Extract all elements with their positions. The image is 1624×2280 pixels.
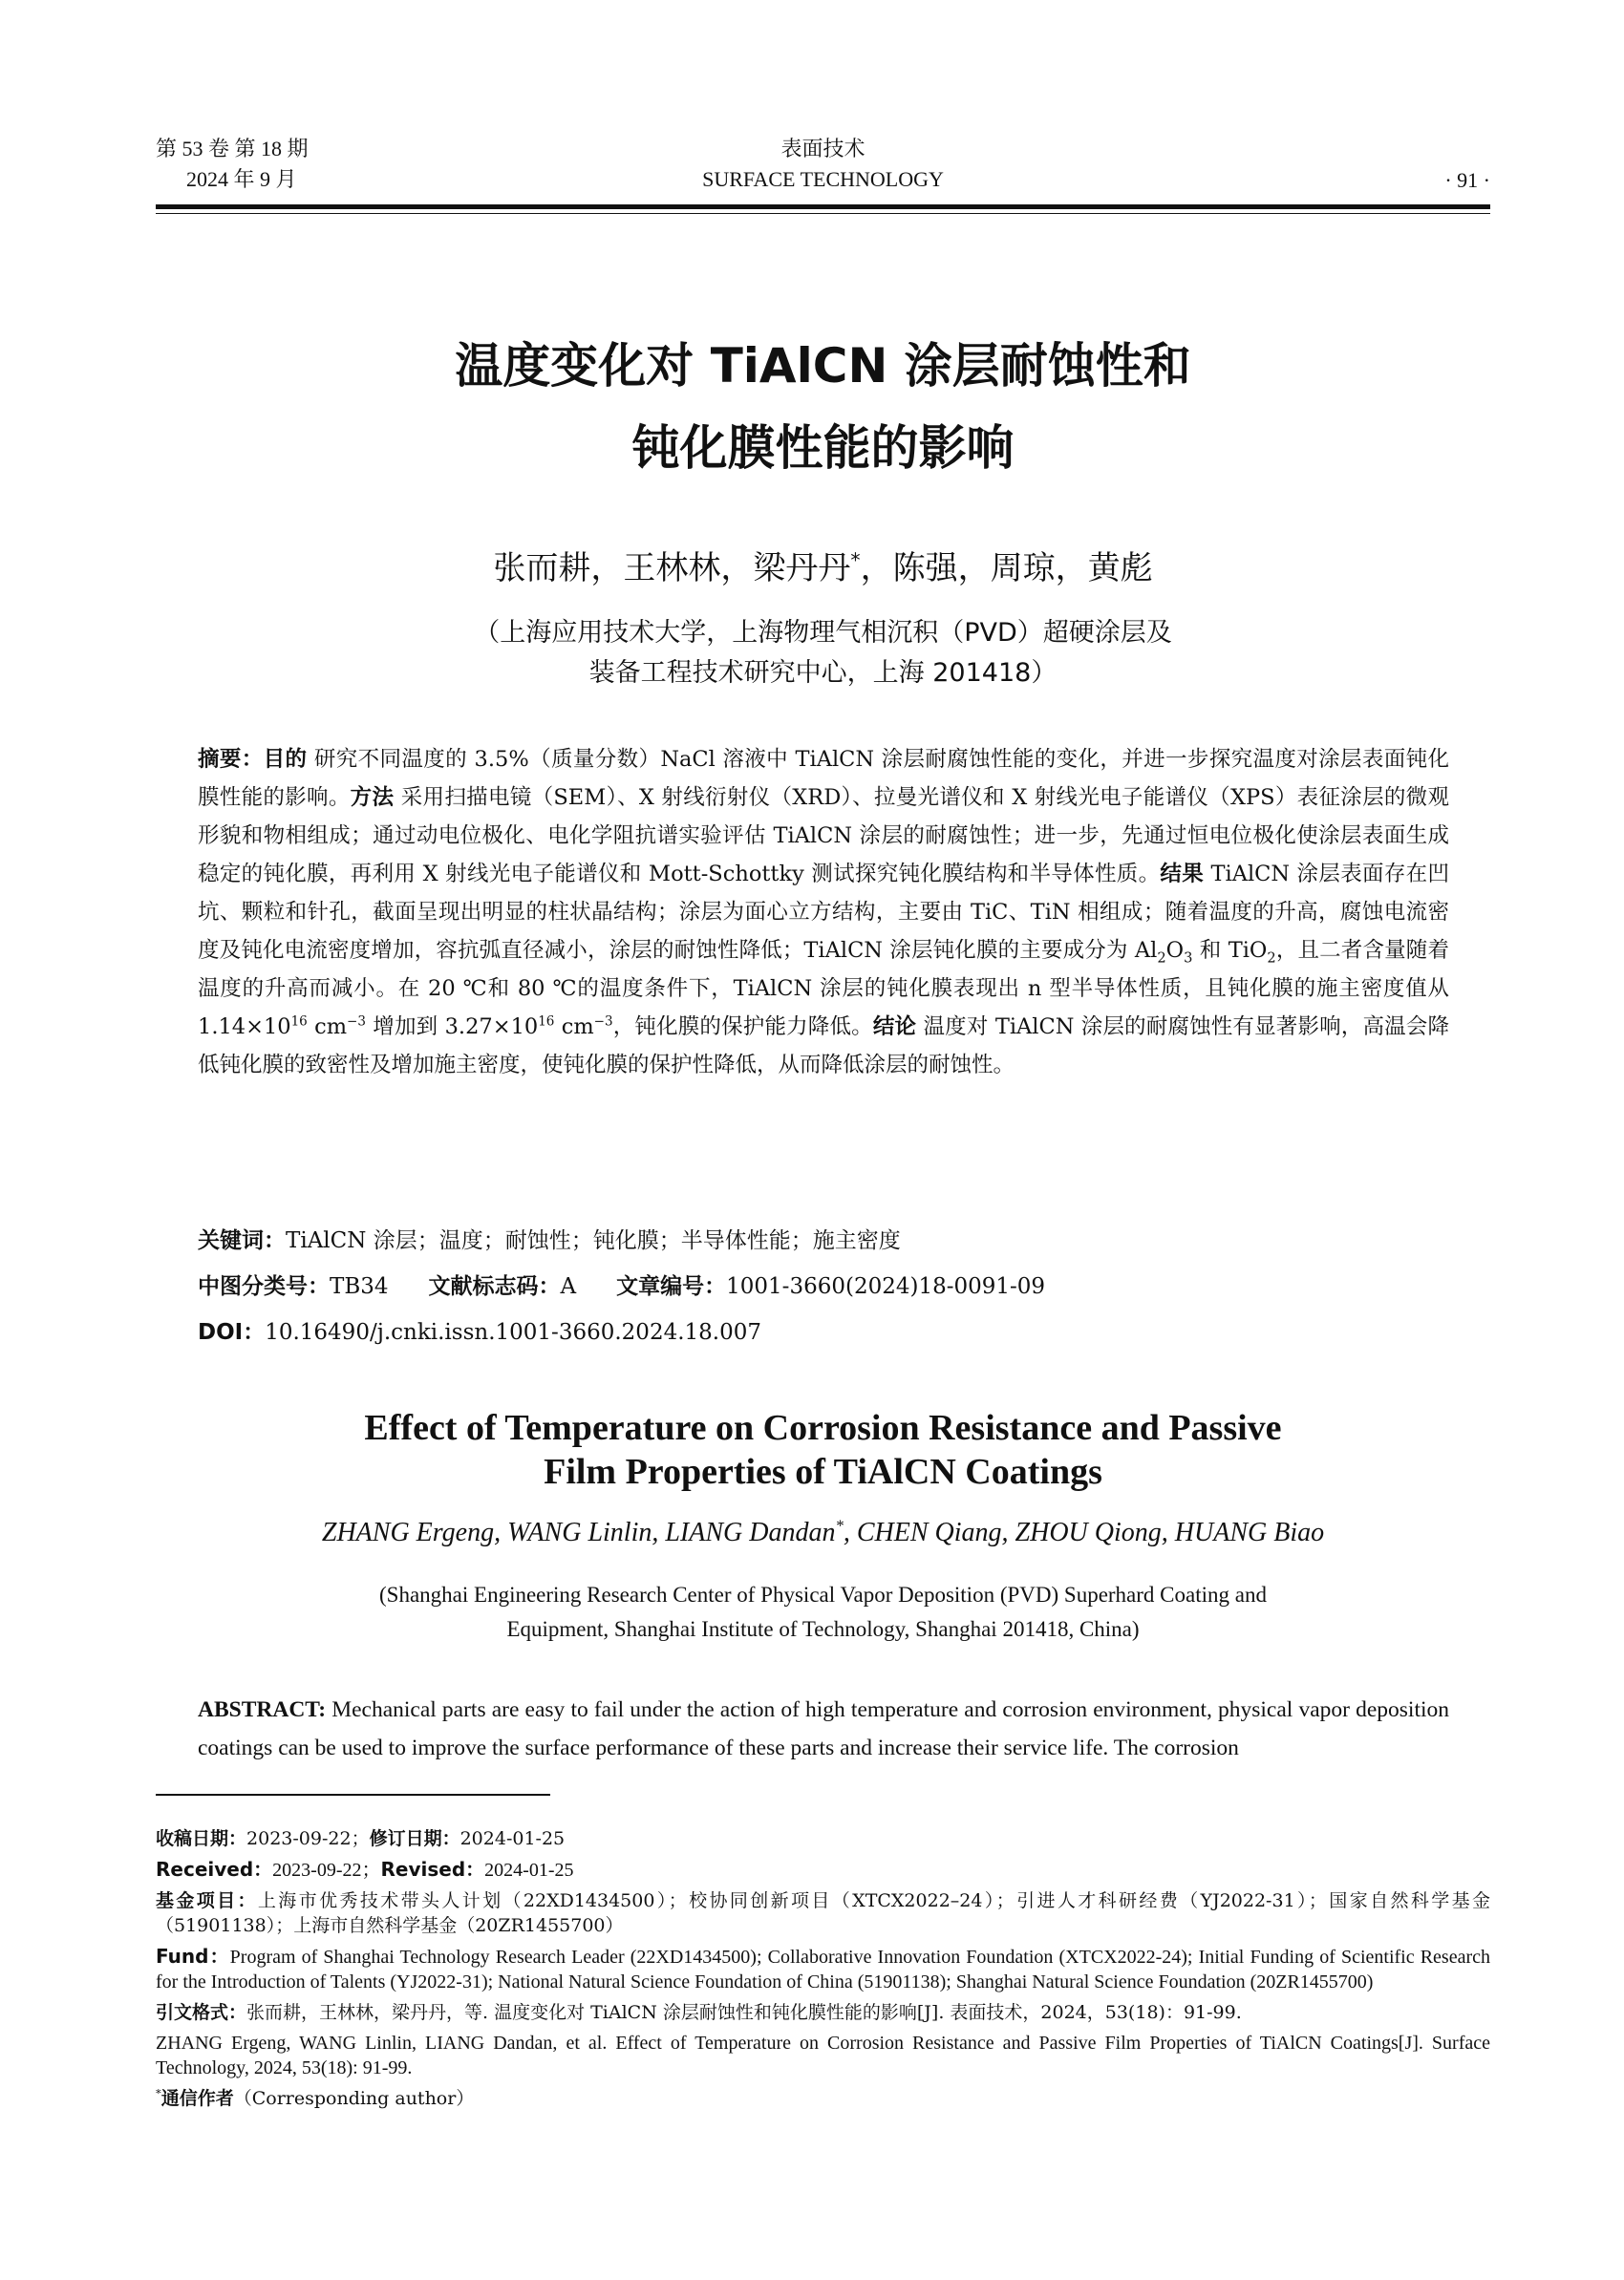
citation-en: ZHANG Ergeng, WANG Linlin, LIANG Dandan, et al. Effect of Temperature on Corrosion Resistance and Passive Film Properties of TiAlCN Coatings[J]. Surface Technology, 2024, 53(18): 91-99. (156, 2033, 1490, 2078)
authors-en-part-1: ZHANG Ergeng, WANG Linlin, LIANG Dandan (321, 1518, 836, 1547)
results-text-3: ，且二者含量随着温度的升高而减小。在 20 ℃和 80 ℃的温度条件下，TiAlCN 涂层的钝化膜表现出 n 型半导体性质，且钝化膜的施主密度值从 1.14×10 (198, 938, 1449, 1039)
authors-cn-part-2: ，陈强，周琼，黄彪 (860, 549, 1153, 587)
results-text-2: 和 TiO (1192, 938, 1268, 963)
affiliation-en (156, 1578, 1490, 1647)
subscript: 2 (1267, 949, 1276, 967)
keywords-cn (198, 1223, 1449, 1259)
authors-en (156, 1517, 1490, 1549)
abstract-label: 摘要： (198, 747, 264, 772)
objective-label: 目的 (263, 747, 308, 772)
received-en: Received：2023-09-22；Revised：2024-01-25 (156, 1858, 574, 1881)
subscript: 2 (1157, 949, 1166, 967)
title-cn-line-2: 钝化膜性能的影响 (631, 420, 1015, 476)
journal-name (156, 134, 1490, 195)
unit: cm (554, 1014, 594, 1039)
methods-label: 方法 (350, 785, 395, 810)
affiliation-cn-line-2: 装备工程技术研究中心，上海 201418） (588, 658, 1058, 688)
doc-code-value: A (560, 1274, 577, 1299)
volume-issue: 第 53 卷 第 18 期 (156, 137, 309, 160)
authors-cn-part-1: 张而耕，王林林，梁丹丹 (493, 549, 851, 587)
title-cn-line-1: 温度变化对 TiAlCN 涂层耐蚀性和 (455, 338, 1191, 394)
affiliation-cn-line-1: （上海应用技术大学，上海物理气相沉积（PVD）超硬涂层及 (474, 618, 1172, 648)
footnotes (156, 1826, 1490, 2117)
article-number-value: 1001-3660(2024)18-0091-09 (726, 1274, 1046, 1299)
conclusion-text: 温度对 TiAlCN 涂层的耐腐蚀性有显著影响，高温会降低钝化膜的致密性及增加施主密度，使钝化膜的保护性降低，从而降低涂层的耐蚀性。 (198, 1014, 1449, 1077)
affiliation-cn (156, 613, 1490, 693)
title-cn (156, 325, 1490, 489)
authors-en-part-2: , CHEN Qiang, ZHOU Qiong, HUANG Biao (843, 1518, 1325, 1547)
header-rule-thin (156, 213, 1490, 214)
classification-line (198, 1268, 1449, 1305)
affiliation-en-line-2: Equipment, Shanghai Institute of Technology, Shanghai 201418, China) (506, 1617, 1140, 1641)
clc-value: TB34 (330, 1274, 389, 1299)
title-en-line-1: Effect of Temperature on Corrosion Resistance and Passive (364, 1408, 1282, 1448)
header-rule-thick (156, 204, 1490, 209)
fund-en: Fund：Program of Shanghai Technology Research Leader (22XD1434500); Collaborative Innovation Foundation (XTCX2022-24); Initial Funding of Scientific Research for the Introduction of Talents (YJ2022-31); National Natural Science Foundation of China (51901138); Shanghai Natural Science Foundation (20ZR1455700) (156, 1945, 1490, 1992)
objective-text: 研究不同温度的 3.5%（质量分数）NaCl 溶液中 TiAlCN 涂层耐腐蚀性能的变化，并进一步探究温度对涂层表面钝化膜性能的影响。 (198, 747, 1449, 810)
subscript: 3 (1184, 949, 1193, 967)
clc-label: 中图分类号： (198, 1274, 330, 1299)
journal-name-cn: 表面技术 (780, 137, 865, 160)
keywords-label: 关键词： (198, 1228, 286, 1253)
abstract-cn (198, 740, 1449, 1084)
article-number-label: 文章编号： (616, 1274, 727, 1299)
unit: cm (307, 1014, 348, 1039)
title-en-line-2: Film Properties of TiAlCN Coatings (544, 1452, 1102, 1492)
footnote-rule (156, 1794, 550, 1796)
page-number: · 91 · (1444, 168, 1490, 192)
doi-value[interactable]: 10.16490/j.cnki.issn.1001-3660.2024.18.007 (265, 1320, 761, 1345)
doc-code-label: 文献标志码： (428, 1274, 561, 1299)
results-label: 结果 (1160, 862, 1205, 886)
fund-cn: 基金项目：上海市优秀技术带头人计划（22XD1434500）；校协同创新项目（XTCX2022–24）；引进人才科研经费（YJ2022-31）；国家自然科学基金（51901138）；上海市自然科学基金（20ZR1455700） (156, 1890, 1490, 1936)
running-header (156, 134, 1490, 201)
methods-text: 采用扫描电镜（SEM）、X 射线衍射仪（XRD）、拉曼光谱仪和 X 射线光电子能谱仪（XPS）表征涂层的微观形貌和物相组成；通过动电位极化、电化学阻抗谱实验评估 TiAlCN 涂层的耐腐蚀性；进一步，先通过恒电位极化使涂层表面生成稳定的钝化膜，再利用 X 射线光电子能谱仪和 Mott-Schottky 测试探究钝化膜结构和半导体性质。 (198, 785, 1449, 886)
exponent: 16 (290, 1013, 308, 1030)
doi-label: DOI： (198, 1320, 266, 1345)
received-cn: 收稿日期：2023-09-22；修订日期：2024-01-25 (156, 1828, 566, 1849)
abstract-en-label: ABSTRACT: (198, 1697, 327, 1722)
abstract-en (198, 1691, 1449, 1767)
results-text-4: 增加到 3.27×10 (365, 1014, 539, 1039)
exponent: 16 (538, 1013, 555, 1030)
exponent: −3 (593, 1013, 613, 1030)
citation-cn: 引文格式：张而耕，王林林，梁丹丹，等. 温度变化对 TiAlCN 涂层耐蚀性和钝化膜性能的影响[J]. 表面技术，2024，53(18)：91-99. (156, 2002, 1242, 2023)
issue-date: 2024 年 9 月 (186, 167, 297, 191)
results-text-5: ，钝化膜的保护能力降低。 (612, 1014, 873, 1039)
journal-name-en: SURFACE TECHNOLOGY (702, 167, 944, 191)
abstract-en-text: Mechanical parts are easy to fail under the action of high temperature and corrosion environment, physical vapor deposition coatings can be used to improve the surface performance of these parts and increase their service life. The corrosion (198, 1697, 1449, 1760)
corresponding-mark: * (835, 1516, 844, 1535)
results-text-1: TiAlCN 涂层表面存在凹坑、颗粒和针孔，截面呈现出明显的柱状晶结构；涂层为面心立方结构，主要由 TiC、TiN 相组成；随着温度的升高，腐蚀电流密度及钝化电流密度增加，容抗弧直径减小，涂层的耐蚀性降低；TiAlCN 涂层钝化膜的主要成分为 Al (198, 862, 1449, 963)
exponent: −3 (347, 1013, 366, 1030)
title-en (156, 1406, 1490, 1494)
authors-cn (156, 549, 1490, 587)
formula-o: O (1165, 938, 1185, 963)
keywords-text: TiAlCN 涂层；温度；耐蚀性；钝化膜；半导体性能；施主密度 (286, 1228, 901, 1253)
corresponding-author-note: *通信作者（Corresponding author） (156, 2086, 475, 2109)
doi-line (198, 1314, 1449, 1351)
affiliation-en-line-1: (Shanghai Engineering Research Center of Physical Vapor Deposition (PVD) Superhard Coating and (379, 1583, 1267, 1607)
corresponding-mark: * (850, 548, 861, 572)
conclusion-label: 结论 (872, 1014, 917, 1039)
